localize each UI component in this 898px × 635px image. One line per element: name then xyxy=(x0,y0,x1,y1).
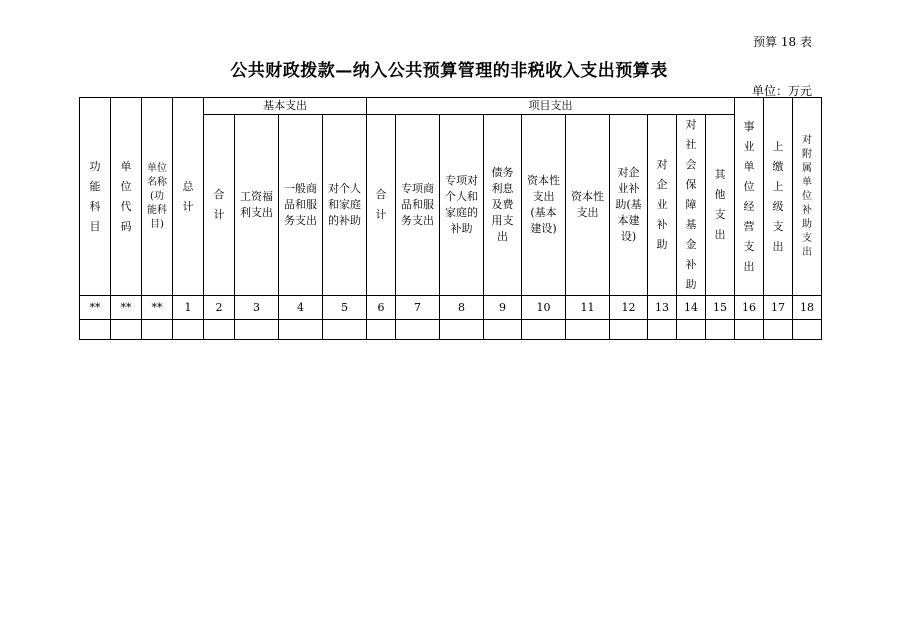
table-cell: 3 xyxy=(235,296,279,320)
group-header-row xyxy=(80,98,822,115)
table-cell xyxy=(204,320,235,340)
table-cell xyxy=(111,320,142,340)
table-cell xyxy=(648,320,677,340)
unit-label: 单位：万元 xyxy=(751,84,812,98)
col-header-social-security-subsidy: 对 社 会 保 障 基 金 补 助 xyxy=(677,115,706,296)
col-header-other: 其 他 支 出 xyxy=(706,115,735,296)
document-title: 公共财政拨款—纳入公共预算管理的非税收入支出预算表 xyxy=(230,61,668,81)
table-cell xyxy=(706,320,735,340)
table-cell: 17 xyxy=(764,296,793,320)
col-header-capital-construction: 资本性 支出 (基本 建设) xyxy=(522,115,566,296)
index-row xyxy=(80,296,822,320)
group-header-basic: 基本支出 xyxy=(204,98,367,115)
table-cell: 2 xyxy=(204,296,235,320)
col-header-remit-superior: 上 缴 上 级 支 出 xyxy=(764,98,793,296)
table-cell: 9 xyxy=(484,296,522,320)
table-cell xyxy=(764,320,793,340)
table-cell: ** xyxy=(111,296,142,320)
table-cell: ** xyxy=(142,296,173,320)
col-header-function-subject: 功 能 科 目 xyxy=(80,98,111,296)
table-cell xyxy=(566,320,610,340)
table-cell xyxy=(677,320,706,340)
table-cell xyxy=(735,320,764,340)
table-cell: 6 xyxy=(367,296,396,320)
col-header-household-subsidy: 对个人 和家庭 的补助 xyxy=(323,115,367,296)
table-cell xyxy=(793,320,822,340)
col-header-enterprise-subsidy-construction: 对企 业补 助(基 本建 设) xyxy=(610,115,648,296)
table-cell xyxy=(323,320,367,340)
table-cell: 1 xyxy=(173,296,204,320)
col-header-basic-total: 合 计 xyxy=(204,115,235,296)
table-cell xyxy=(142,320,173,340)
col-header-institution-operating: 事 业 单 位 经 营 支 出 xyxy=(735,98,764,296)
table-cell: 12 xyxy=(610,296,648,320)
table-cell: 15 xyxy=(706,296,735,320)
col-header-unit-name: 单位 名称 (功 能科 目) xyxy=(142,98,173,296)
col-header-project-total: 合 计 xyxy=(367,115,396,296)
col-header-goods-services: 一般商 品和服 务支出 xyxy=(279,115,323,296)
table-cell: 5 xyxy=(323,296,367,320)
col-header-enterprise-subsidy: 对 企 业 补 助 xyxy=(648,115,677,296)
table-cell xyxy=(173,320,204,340)
table-cell: 8 xyxy=(440,296,484,320)
group-header-project: 项目支出 xyxy=(367,98,735,115)
col-header-special-goods-services: 专项商 品和服 务支出 xyxy=(396,115,440,296)
table-cell xyxy=(484,320,522,340)
col-header-grand-total: 总 计 xyxy=(173,98,204,296)
col-header-unit-code: 单 位 代 码 xyxy=(111,98,142,296)
table-cell: 11 xyxy=(566,296,610,320)
table-cell xyxy=(80,320,111,340)
col-header-wages-welfare: 工资福 利支出 xyxy=(235,115,279,296)
table-cell: 18 xyxy=(793,296,822,320)
table-cell: 7 xyxy=(396,296,440,320)
table-cell: 13 xyxy=(648,296,677,320)
table-cell: 16 xyxy=(735,296,764,320)
table-cell xyxy=(367,320,396,340)
table-cell: 10 xyxy=(522,296,566,320)
empty-data-row xyxy=(80,320,822,340)
table-cell xyxy=(522,320,566,340)
table-cell xyxy=(279,320,323,340)
table-cell xyxy=(440,320,484,340)
table-cell: 14 xyxy=(677,296,706,320)
table-cell xyxy=(610,320,648,340)
table-cell: 4 xyxy=(279,296,323,320)
document-code: 预算 18 表 xyxy=(753,35,812,49)
col-header-subsidiary-subsidy: 对 附 属 单 位 补 助 支 出 xyxy=(793,98,822,296)
table-cell xyxy=(396,320,440,340)
col-header-special-household-subsidy: 专项对 个人和 家庭的 补助 xyxy=(440,115,484,296)
table-cell: ** xyxy=(80,296,111,320)
budget-table xyxy=(79,97,822,340)
table-cell xyxy=(235,320,279,340)
col-header-debt-interest: 债务 利息 及费 用支 出 xyxy=(484,115,522,296)
col-header-capital: 资本性 支出 xyxy=(566,115,610,296)
